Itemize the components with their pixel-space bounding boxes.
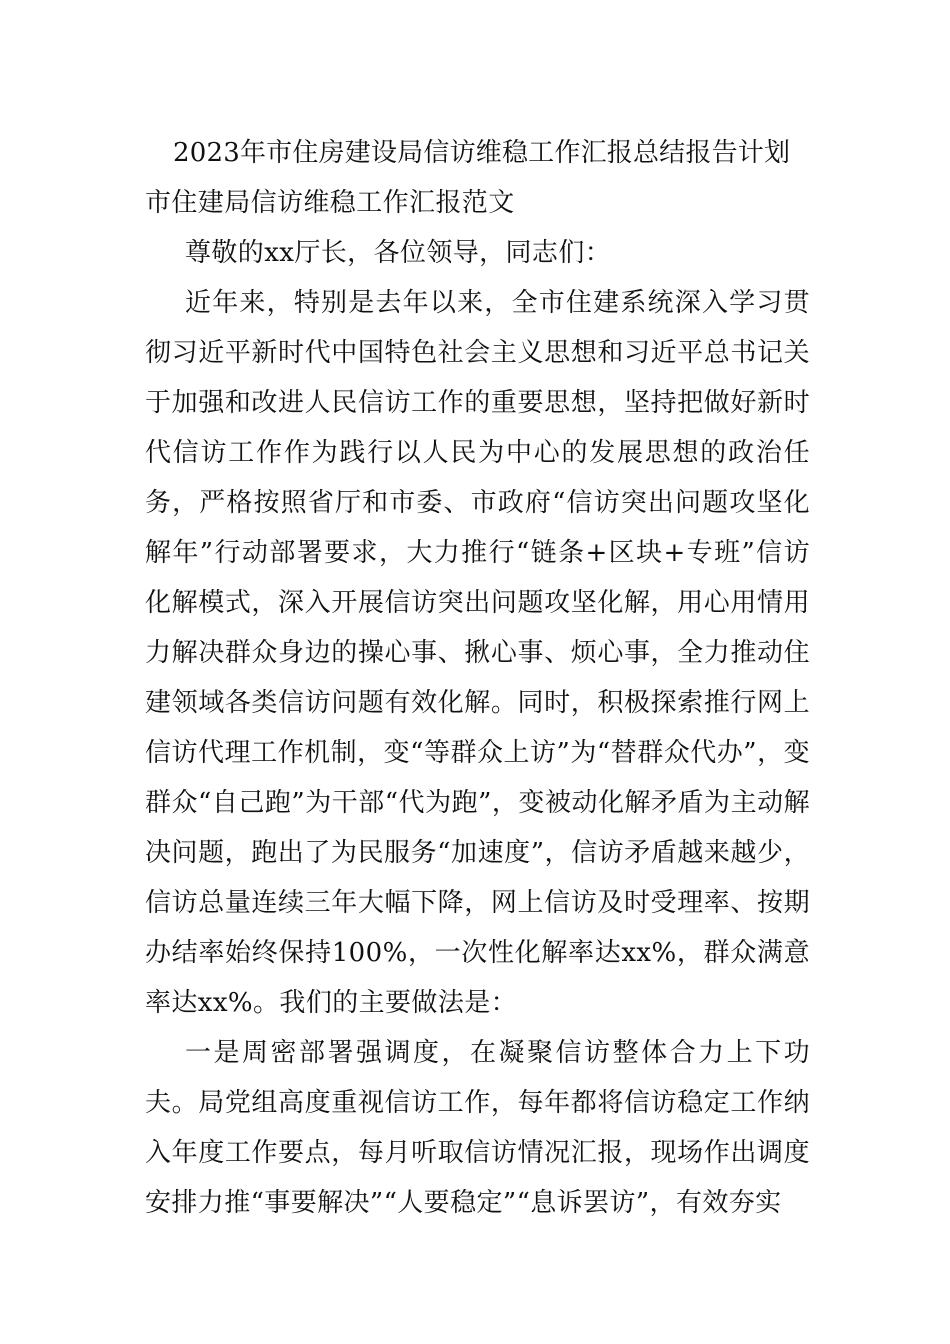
document-subtitle: 市住建局信访维稳工作汇报范文	[145, 188, 515, 218]
paragraph-intro: 近年来，特别是去年以来，全市住建系统深入学习贯彻习近平新时代中国特色社会主义思想和习近平总书记关于加强和改进人民信访工作的重要思想，坚持把做好新时代信访工作作为践行以人民为中心的发展思想的政治任务，严格按照省厅和市委、市政府“信访突出问题攻坚化解年”行动部署要求，大力推行“链条+区块+专班”信访化解模式，深入开展信访突出问题攻坚化解，用心用情用力解决群众身边的操心事、揪心事、烦心事，全力推动住建领域各类信访问题有效化解。同时，积极探索推行网上信访代理工作机制，变“等群众上访”为“替群众代办”，变群众“自己跑”为干部“代为跑”，变被动化解矛盾为主动解决问题，跑出了为民服务“加速度”，信访矛盾越来越少，信访总量连续三年大幅下降，网上信访及时受理率、按期办结率始终保持100%，一次性化解率达xx%，群众满意率达xx%。我们的主要做法是：	[145, 288, 810, 1018]
salutation: 尊敬的xx厅长，各位领导，同志们：	[185, 238, 612, 268]
document-title: 2023年市住房建设局信访维稳工作汇报总结报告计划	[173, 138, 791, 168]
document-body	[145, 128, 810, 1228]
paragraph-first-measure: 一是周密部署强调度，在凝聚信访整体合力上下功夫。局党组高度重视信访工作，每年都将信访稳定工作纳入年度工作要点，每月听取信访情况汇报，现场作出调度安排力推“事要解决”“人要稳定”“息诉罢访”，有效夯实	[145, 1038, 810, 1218]
